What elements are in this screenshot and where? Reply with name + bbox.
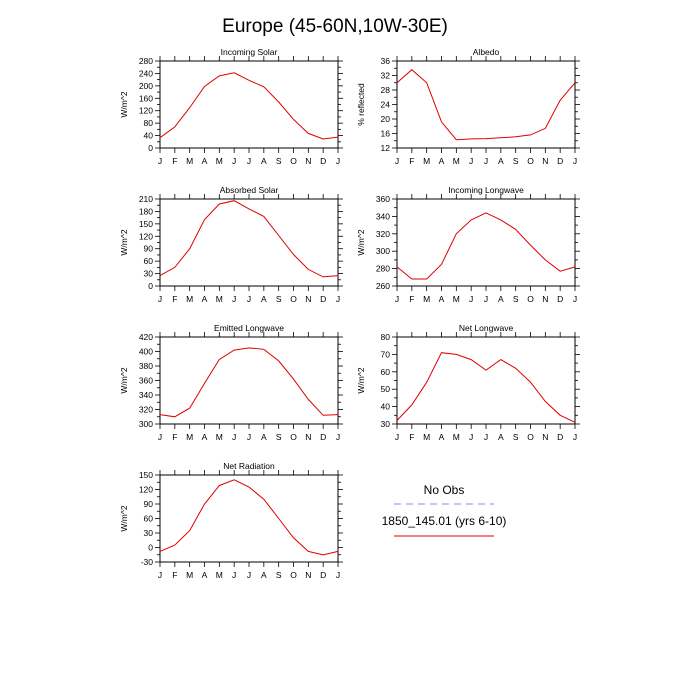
x-tick-label: J xyxy=(246,570,252,580)
x-tick-label: J xyxy=(232,570,237,580)
chart-title: Albedo xyxy=(472,47,500,57)
x-tick-label: A xyxy=(201,156,208,166)
x-tick-label: J xyxy=(394,156,400,166)
x-tick-label: M xyxy=(215,294,223,304)
x-tick-label: D xyxy=(320,294,327,304)
y-tick-label: 40 xyxy=(143,130,153,141)
chart-title: Incoming Longwave xyxy=(448,185,524,195)
y-tick-label: 280 xyxy=(375,263,390,274)
x-tick-label: D xyxy=(320,156,327,166)
y-tick-label: 32 xyxy=(380,70,390,81)
plot-frame xyxy=(160,337,338,424)
x-tick-label: S xyxy=(512,294,519,304)
x-tick-label: J xyxy=(246,156,252,166)
chart-title: Incoming Solar xyxy=(220,47,278,57)
y-tick-label: 340 xyxy=(138,390,153,400)
x-tick-label: J xyxy=(483,294,489,304)
y-tick-label: 200 xyxy=(138,80,153,91)
x-tick-label: A xyxy=(260,294,267,304)
x-tick-label: M xyxy=(423,156,431,166)
chart-title: Emitted Longwave xyxy=(214,323,284,333)
x-tick-label: M xyxy=(215,156,223,166)
x-tick-label: J xyxy=(335,570,341,580)
y-tick-label: 12 xyxy=(380,143,390,153)
y-tick-label: 360 xyxy=(138,375,153,386)
y-axis-label: W/m^2 xyxy=(119,229,129,256)
x-tick-label: M xyxy=(215,570,223,580)
x-tick-label: M xyxy=(452,432,460,442)
x-tick-label: J xyxy=(157,294,163,304)
y-tick-label: 20 xyxy=(380,114,390,124)
x-tick-label: A xyxy=(201,432,208,442)
x-tick-label: J xyxy=(483,432,489,442)
plot-frame xyxy=(397,61,575,148)
x-tick-label: F xyxy=(172,570,178,580)
x-tick-label: O xyxy=(290,570,297,580)
series-line xyxy=(397,70,575,140)
legend-obs-label: No Obs xyxy=(423,483,465,497)
chart-title: Absorbed Solar xyxy=(219,185,279,195)
y-tick-label: 0 xyxy=(148,542,153,553)
x-tick-label: A xyxy=(438,156,445,166)
series-line xyxy=(160,201,338,277)
x-tick-label: N xyxy=(542,156,549,166)
x-tick-label: J xyxy=(483,156,489,166)
x-tick-label: J xyxy=(232,156,237,166)
series-line xyxy=(160,348,338,417)
y-tick-label: 80 xyxy=(143,118,153,129)
y-tick-label: 300 xyxy=(375,246,390,257)
panels xyxy=(119,47,580,580)
x-tick-label: A xyxy=(260,156,267,166)
y-tick-label: 16 xyxy=(380,128,390,139)
x-tick-label: N xyxy=(542,294,549,304)
chart-panel xyxy=(119,323,343,442)
y-tick-label: 150 xyxy=(138,218,153,229)
x-tick-label: O xyxy=(527,156,534,166)
y-tick-label: 120 xyxy=(138,105,153,116)
x-tick-label: J xyxy=(572,294,578,304)
y-tick-label: 28 xyxy=(380,85,390,95)
y-tick-label: 340 xyxy=(375,211,390,222)
series-line xyxy=(397,353,575,423)
series-line xyxy=(160,480,338,555)
y-axis-label: W/m^2 xyxy=(119,91,129,118)
plot-frame xyxy=(397,337,575,424)
y-tick-label: 30 xyxy=(380,419,390,429)
x-tick-label: A xyxy=(260,432,267,442)
chart-panel xyxy=(119,461,343,580)
y-tick-label: 380 xyxy=(138,361,153,371)
y-tick-label: 280 xyxy=(138,56,153,66)
x-tick-label: F xyxy=(172,432,178,442)
x-tick-label: A xyxy=(260,570,267,580)
x-tick-label: S xyxy=(275,156,282,166)
x-tick-label: J xyxy=(157,570,163,580)
x-tick-label: J xyxy=(335,294,341,304)
x-tick-label: J xyxy=(232,294,237,304)
plot-frame xyxy=(160,199,338,286)
x-tick-label: O xyxy=(527,294,534,304)
x-tick-label: A xyxy=(497,432,504,442)
x-tick-label: J xyxy=(232,432,237,442)
y-tick-label: 400 xyxy=(138,346,153,357)
page-title: Europe (45-60N,10W-30E) xyxy=(222,16,448,37)
x-tick-label: N xyxy=(305,570,312,580)
x-tick-label: J xyxy=(246,432,252,442)
chart-panel xyxy=(356,185,580,304)
plot-frame xyxy=(397,199,575,286)
x-tick-label: A xyxy=(201,570,208,580)
x-tick-label: J xyxy=(335,156,341,166)
y-tick-label: 60 xyxy=(143,256,153,267)
x-tick-label: J xyxy=(157,432,163,442)
x-tick-label: D xyxy=(557,432,564,442)
x-tick-label: M xyxy=(186,432,194,442)
x-tick-label: D xyxy=(320,432,327,442)
x-tick-label: N xyxy=(305,156,312,166)
x-tick-label: J xyxy=(469,156,474,166)
y-axis-label: W/m^2 xyxy=(119,367,129,394)
series-line xyxy=(397,213,575,279)
y-tick-label: 300 xyxy=(138,419,153,429)
y-tick-label: 50 xyxy=(380,384,390,395)
x-tick-label: A xyxy=(497,294,504,304)
x-tick-label: O xyxy=(290,294,297,304)
x-tick-label: F xyxy=(409,432,415,442)
x-tick-label: M xyxy=(186,156,194,166)
chart-title: Net Longwave xyxy=(458,323,514,333)
y-tick-label: 24 xyxy=(380,99,390,110)
y-tick-label: 150 xyxy=(138,470,153,480)
x-tick-label: D xyxy=(320,570,327,580)
plot-frame xyxy=(160,475,338,562)
x-tick-label: M xyxy=(423,432,431,442)
x-tick-label: S xyxy=(275,294,282,304)
y-tick-label: 60 xyxy=(380,366,390,377)
x-tick-label: A xyxy=(438,294,445,304)
x-tick-label: F xyxy=(172,156,178,166)
y-tick-label: -30 xyxy=(140,557,153,567)
x-tick-label: N xyxy=(305,432,312,442)
y-tick-label: 210 xyxy=(138,194,153,204)
y-tick-label: 180 xyxy=(138,206,153,217)
chart-panel xyxy=(356,323,580,442)
y-tick-label: 120 xyxy=(138,484,153,495)
x-tick-label: M xyxy=(186,570,194,580)
y-tick-label: 30 xyxy=(143,268,153,279)
series-line xyxy=(160,73,338,139)
x-tick-label: J xyxy=(469,294,474,304)
x-tick-label: M xyxy=(452,156,460,166)
x-tick-label: O xyxy=(290,432,297,442)
x-tick-label: D xyxy=(557,294,564,304)
x-tick-label: F xyxy=(172,294,178,304)
x-tick-label: M xyxy=(186,294,194,304)
y-tick-label: 420 xyxy=(138,332,153,342)
x-tick-label: J xyxy=(246,294,252,304)
x-tick-label: J xyxy=(157,156,163,166)
x-tick-label: S xyxy=(275,570,282,580)
y-tick-label: 320 xyxy=(375,228,390,239)
y-tick-label: 36 xyxy=(380,56,390,66)
x-tick-label: N xyxy=(542,432,549,442)
y-axis-label: W/m^2 xyxy=(356,229,366,256)
x-tick-label: S xyxy=(512,156,519,166)
x-tick-label: J xyxy=(335,432,341,442)
y-tick-label: 160 xyxy=(138,93,153,104)
x-tick-label: N xyxy=(305,294,312,304)
chart-panel xyxy=(356,47,580,166)
y-tick-label: 70 xyxy=(380,349,390,360)
x-tick-label: F xyxy=(409,156,415,166)
x-tick-label: O xyxy=(527,432,534,442)
y-tick-label: 40 xyxy=(380,401,390,412)
x-tick-label: J xyxy=(572,156,578,166)
x-tick-label: J xyxy=(394,294,400,304)
x-tick-label: O xyxy=(290,156,297,166)
chart-panel xyxy=(119,47,343,166)
y-tick-label: 260 xyxy=(375,281,390,291)
x-tick-label: A xyxy=(201,294,208,304)
y-tick-label: 240 xyxy=(138,68,153,79)
y-tick-label: 120 xyxy=(138,231,153,242)
x-tick-label: J xyxy=(394,432,400,442)
y-tick-label: 80 xyxy=(380,332,390,342)
y-tick-label: 360 xyxy=(375,194,390,204)
chart-title: Net Radiation xyxy=(223,461,275,471)
x-tick-label: M xyxy=(215,432,223,442)
chart-panel xyxy=(119,185,343,304)
x-tick-label: J xyxy=(469,432,474,442)
y-tick-label: 320 xyxy=(138,404,153,415)
y-tick-label: 90 xyxy=(143,499,153,509)
y-axis-label: W/m^2 xyxy=(356,367,366,394)
legend xyxy=(382,483,507,536)
x-tick-label: A xyxy=(438,432,445,442)
legend-model-label: 1850_145.01 (yrs 6-10) xyxy=(381,514,507,528)
y-tick-label: 0 xyxy=(148,143,153,153)
x-tick-label: M xyxy=(452,294,460,304)
y-tick-label: 30 xyxy=(143,528,153,538)
y-tick-label: 0 xyxy=(148,281,153,291)
x-tick-label: D xyxy=(557,156,564,166)
y-tick-label: 90 xyxy=(143,243,153,254)
x-tick-label: A xyxy=(497,156,504,166)
y-tick-label: 60 xyxy=(143,513,153,524)
y-axis-label: W/m^2 xyxy=(119,505,129,532)
x-tick-label: F xyxy=(409,294,415,304)
x-tick-label: S xyxy=(275,432,282,442)
x-tick-label: S xyxy=(512,432,519,442)
y-axis-label: % reflected xyxy=(356,83,366,126)
x-tick-label: M xyxy=(423,294,431,304)
x-tick-label: J xyxy=(572,432,578,442)
